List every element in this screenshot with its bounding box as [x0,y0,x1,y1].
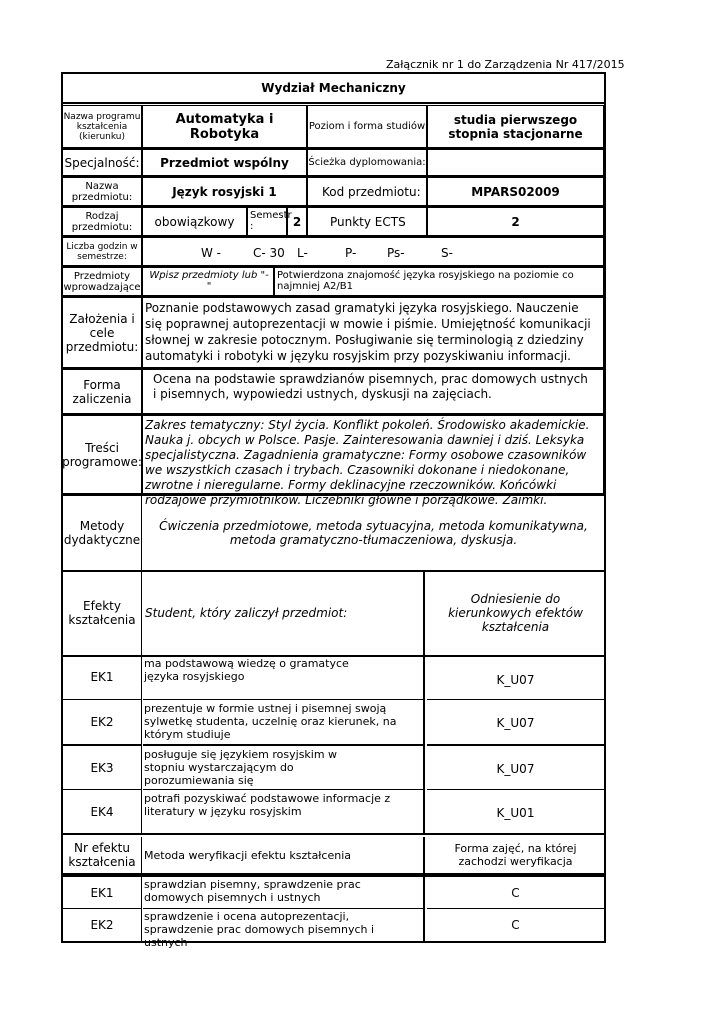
level-label: Poziom i forma studiów [307,105,427,148]
verification-method-1: sprawdzian pisemny, sprawdzenie prac domowych pisemnych i ustnych [143,877,425,909]
hours-s: S- [441,246,453,260]
methods-label: Metody dydaktyczne [63,496,142,570]
outcomes-label: Efekty kształcenia [63,571,142,655]
outcome-id-1: EK1 [63,655,142,700]
type-value: obowiązkowy [142,206,247,236]
outcome-text-3: posługuje się językiem rosyjskim w stopniu wystarczającym do porozumiewania się [143,746,425,790]
outcome-ref-3: K_U07 [427,746,604,790]
verification-method-header: Metoda weryfikacji efektu kształcenia [143,837,425,873]
hours-p: P- [345,246,357,260]
content-label: Treści programowe: [62,414,142,494]
goals-value: Poznanie podstawowych zasad gramatyki języka rosyjskiego. Nauczenie się poprawnej autoprezentacji w mowie i piśmie. Umiejętność komunikacji słownej w zakresie potocznym. Posługiwanie się terminologią z dziedziny automatyki i robotyki w języku rosyjskim przy pozyskiwaniu informacji. [142,296,604,368]
subject-value: Język rosyjski 1 [142,176,307,206]
level-value: studia pierwszego stopnia stacjonarne [427,105,604,148]
outcome-id-2: EK2 [63,700,142,746]
hours-c: C- 30 [253,246,285,260]
prerequisites-hint: Wpisz przedmioty lub "-" [142,266,274,296]
subject-label: Nazwa przedmiotu: [62,176,142,206]
content-value: Zakres tematyczny: Styl życia. Konflikt pokoleń. Środowisko akademickie. Nauka j. obcych w Polsce. Pasje. Zainteresowania dawniej i dziś. Leksyka specjalistyczna. Zagadnienia gramatyczne: Formy osobowe czasowników we wszystkich czasach i trybach. Czasowniki dokonane i niedokonane, zwrotne i nieregularne. Formy deklinacyjne rzeczowników. Końcówki rodzajowe przymiotników. Liczebniki główne i porządkowe. Zaimki. [142,414,604,494]
methods-value: Ćwiczenia przedmiotowe, metoda sytuacyjna, metoda komunikatywna, metoda gramatyczno-tłumaczeniowa, dyskusja. [159,519,588,547]
program-value: Automatyka i Robotyka [142,105,307,148]
outcomes-ref-header: Odniesienie do kierunkowych efektów kształcenia [448,592,583,634]
outcome-id-3: EK3 [63,746,142,790]
assessment-value: Ocena na podstawie sprawdzianów pisemnych, prac domowych ustnych i pisemnych, wypowiedzi ustnych, dyskusji na zajęciach. [142,368,604,414]
hours-ps: Ps- [387,246,405,260]
annex-note: Załącznik nr 1 do Zarządzenia Nr 417/2015 [386,58,625,71]
specialty-value: Przedmiot wspólny [142,148,307,176]
outcome-text-2: prezentuje w formie ustnej i pisemnej swoją sylwetkę studenta, uczelnię oraz kierunek, na którym studiuje [143,700,425,746]
verification-id-1: EK1 [63,877,142,909]
verification-method-2: sprawdzenie i ocena autoprezentacji, sprawdzenie prac domowych pisemnych i ustnych [143,909,425,941]
program-label: Nazwa programu kształcenia (kierunku) [62,105,142,148]
outcome-ref-2: K_U07 [427,700,604,746]
outcomes-header: Student, który zaliczył przedmiot: [143,571,425,655]
verification-form-1: C [427,877,604,909]
hours-l: L- [297,246,308,260]
hours-row [142,236,604,266]
prerequisites-value: Potwierdzona znajomość języka rosyjskiego na poziomie co najmniej A2/B1 [274,266,604,296]
verification-form-2: C [511,918,520,932]
outcome-text-4: potrafi pozyskiwać podstawowe informacje z literatury w języku rosyjskim [143,790,425,833]
ects-label: Punkty ECTS [307,206,427,236]
outcome-id-4: EK4 [63,790,142,833]
specialty-label: Specjalność: [62,148,142,176]
verification-form-header: Forma zajęć, na której zachodzi weryfikacja [454,842,577,868]
verification-id-header: Nr efektu kształcenia [63,837,142,873]
code-label: Kod przedmiotu: [307,176,427,206]
verification-id-2: EK2 [63,909,142,941]
path-value [427,148,604,176]
faculty-title: Wydział Mechaniczny [61,72,606,104]
semester-label: Semestr : [247,206,287,236]
type-label: Rodzaj przedmiotu: [62,206,142,236]
semester-value: 2 [287,206,307,236]
outcome-text-1: ma podstawową wiedzę o gramatyce języka rosyjskiego [143,655,425,700]
code-value: MPARS02009 [427,176,604,206]
path-label: Ścieżka dyplomowania: [307,148,427,176]
hours-label: Liczba godzin w semestrze: [62,236,142,266]
assessment-label: Forma zaliczenia [62,368,142,414]
outcome-ref-1: K_U07 [427,655,604,700]
goals-label: Założenia i cele przedmiotu: [62,296,142,368]
outcome-ref-4: K_U01 [496,805,535,820]
hours-w: W - [201,246,222,260]
prerequisites-label: Przedmioty wprowadzające [62,266,142,296]
ects-value: 2 [427,206,604,236]
